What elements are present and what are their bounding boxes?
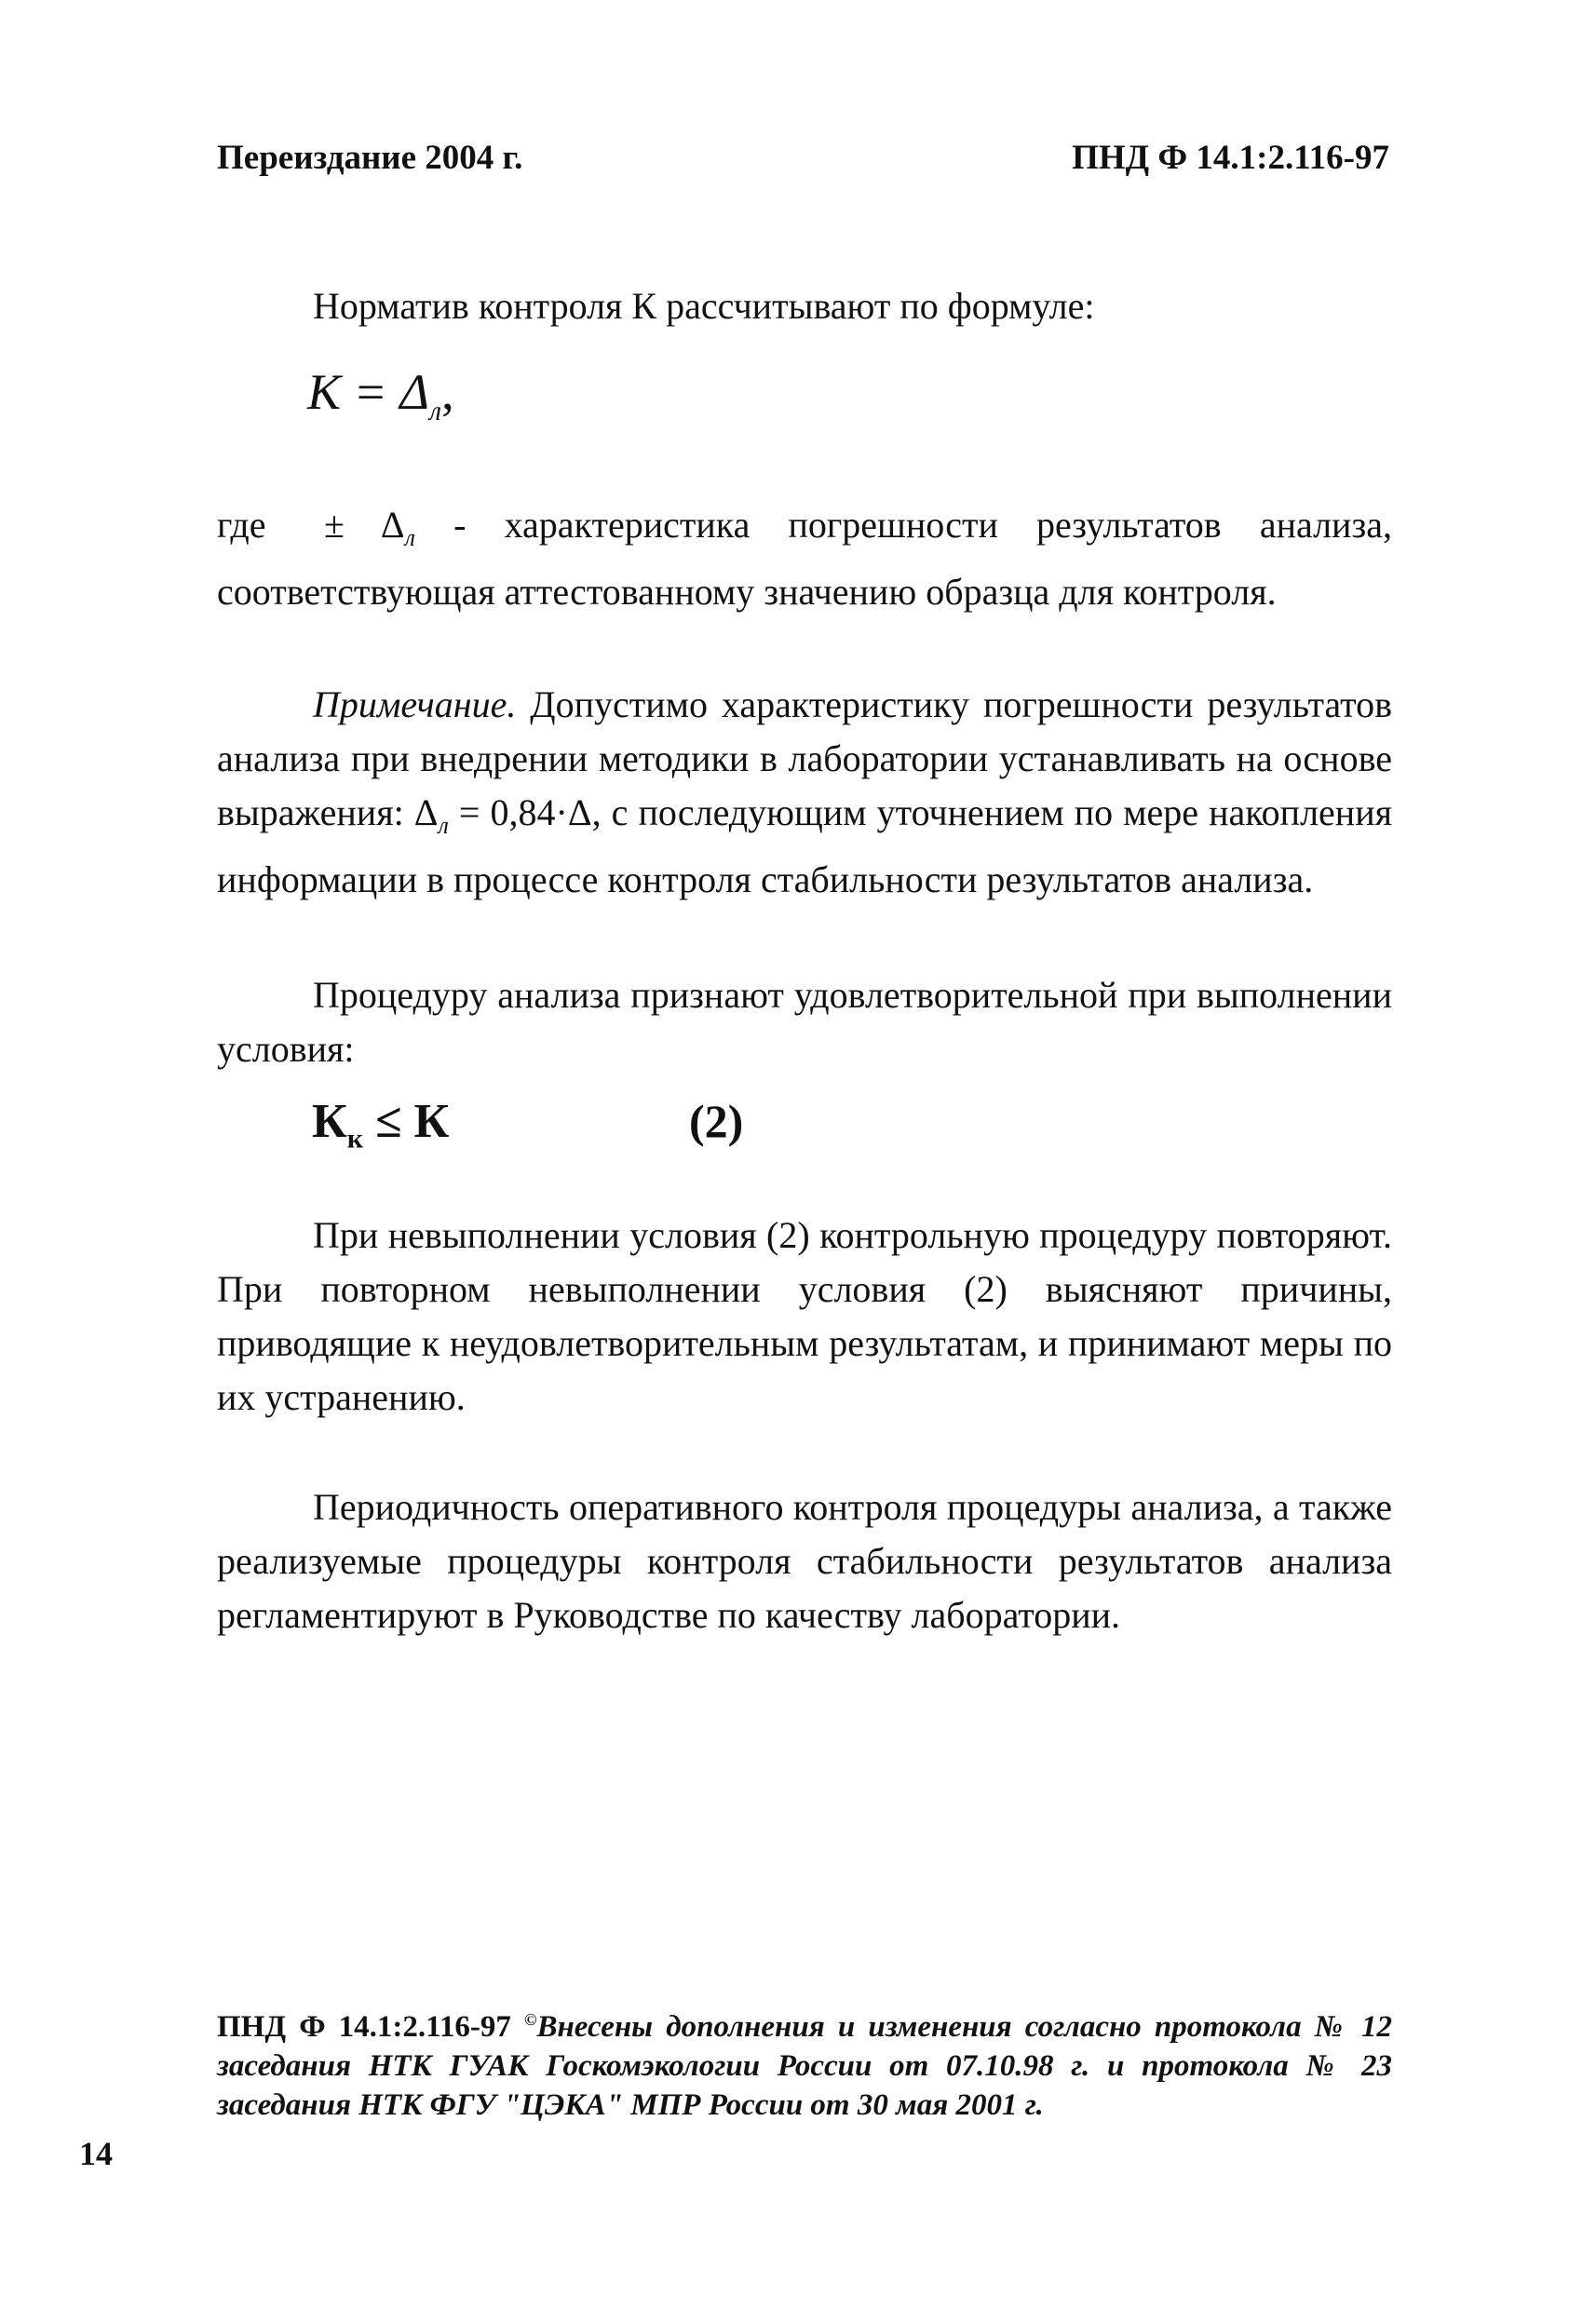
page-number: 14	[79, 2135, 113, 2172]
formula-k-lhs: К = Δ	[307, 364, 429, 420]
equation-number: (2)	[689, 1095, 744, 1147]
periodicity-paragraph: Периодичность оперативного контроля процедуры анализа, а также реализуемые процедуры контроля стабильности результатов анализа регламентируют в Руководстве по качеству лаборатории.	[217, 1486, 1392, 1636]
norm-intro: Норматив контроля К рассчитывают по формуле:	[313, 285, 1095, 327]
footnote-code: ПНД Ф 14.1:2.116-97	[217, 2010, 524, 2044]
footnote-text: Внесены дополнения и изменения согласно протокола № 12 заседания НТК ГУАК Госкомэкологии России от 07.10.98 г. и протокола № 23 заседания НТК ФГУ "ЦЭКА" МПР России от 30 мая 2001 г.	[217, 2010, 1392, 2122]
note-paragraph	[217, 678, 1392, 907]
where-word: где	[217, 504, 266, 546]
note-label: Примечание.	[313, 683, 517, 725]
footnote	[217, 2000, 1392, 2125]
formula-2	[312, 1094, 449, 1155]
formula-k	[307, 363, 454, 427]
formula-k-sub: л	[429, 395, 442, 426]
formula-2-rhs: ≤ К	[363, 1095, 450, 1148]
note-text-before: Допустимо характеристику погрешности результатов анализа при внедрении методики в лаборатории устанавливать на основе выражения: Δ	[217, 683, 1392, 833]
header-doc-code: ПНД Ф 14.1:2.116-97	[1072, 139, 1389, 177]
where-sub: л	[404, 524, 415, 551]
where-pm-delta: ± Δ	[324, 504, 405, 546]
header-edition: Переиздание 2004 г.	[217, 139, 523, 177]
formula-2-lhs: К	[312, 1095, 347, 1148]
condition-intro: Процедуру анализа признают удовлетворительной при выполнении условия:	[217, 974, 1392, 1070]
formula-2-sub: к	[346, 1123, 364, 1155]
note-text-after: = 0,84·Δ, с последующим уточнением по мере накопления информации в процессе контроля стабильности результатов анализа.	[217, 791, 1392, 900]
where-paragraph	[217, 498, 1392, 619]
note-sub: л	[438, 812, 449, 839]
formula-k-tail: ,	[441, 364, 454, 420]
repeat-paragraph: При невыполнении условия (2) контрольную процедуру повторяют. При повторном невыполнении условия (2) выясняют причины, приводящие к неудовлетворительным результатам, и принимают меры по их устранению.	[217, 1214, 1392, 1418]
where-text: - характеристика погрешности результатов анализа, соответствующая аттестованному значению образца для контроля.	[217, 504, 1393, 613]
footnote-mark: ©	[524, 2010, 537, 2029]
